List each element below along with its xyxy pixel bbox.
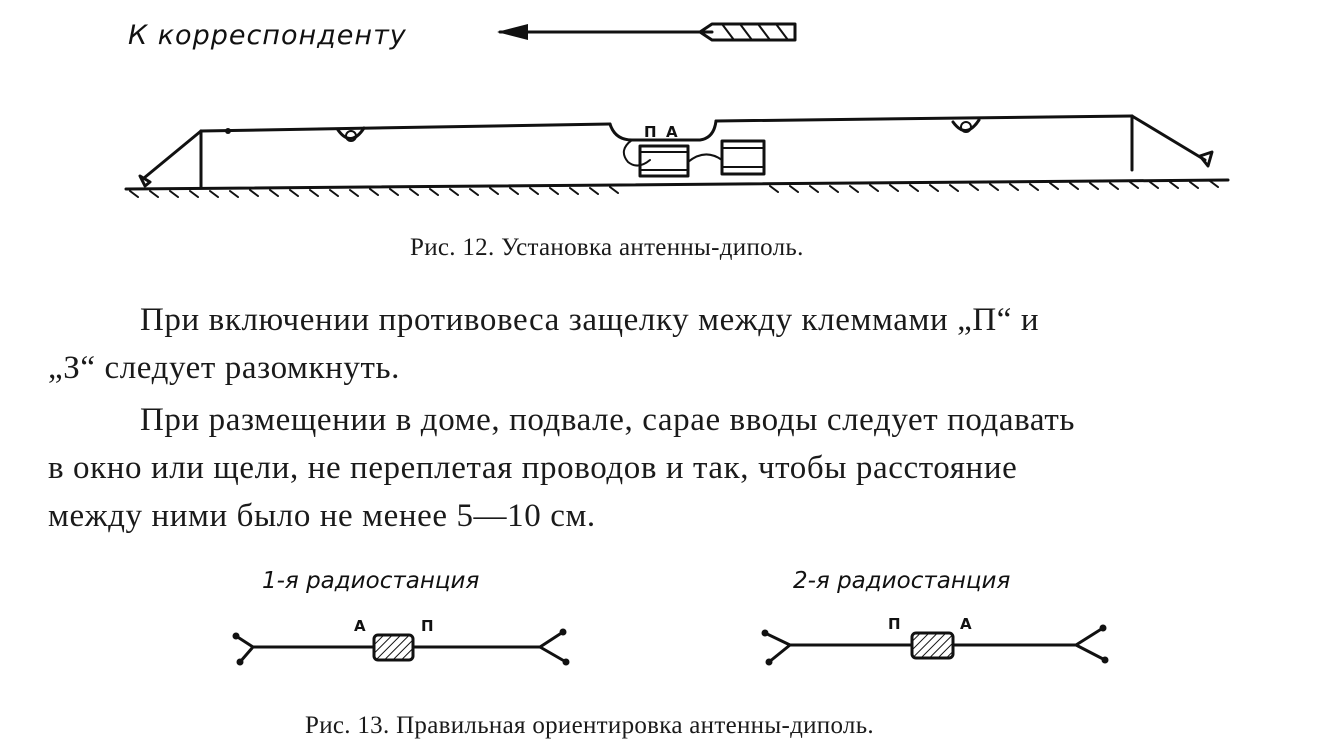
terminal-p-label: П xyxy=(644,123,657,141)
terminal-a-label: А xyxy=(666,123,678,141)
station-2-right-terminal: А xyxy=(960,615,972,633)
direction-label: К корреспонденту xyxy=(128,20,407,51)
paragraph-1-line-2: „З“ следует разомкнуть. xyxy=(48,350,401,386)
station-1-box-icon xyxy=(374,635,413,660)
figure-12-caption: Рис. 12. Установка антенны-диполь. xyxy=(410,234,804,261)
station-1-left-terminal: А xyxy=(354,617,366,635)
paragraph-2-line-2: в окно или щели, не переплетая проводов и так, чтобы расстояние xyxy=(48,450,1018,486)
paragraph-2-line-1: При размещении в доме, подвале, сарае вводы следует подавать xyxy=(140,402,1075,438)
station-1-right-terminal: П xyxy=(421,617,434,635)
paragraph-1-line-1: При включении противовеса защелку между клеммами „П“ и xyxy=(140,302,1040,338)
station-2-box-icon xyxy=(912,633,953,658)
figure-13-caption: Рис. 13. Правильная ориентировка антенны-диполь. xyxy=(305,712,874,739)
paragraph-2-line-3: между ними было не менее 5—10 см. xyxy=(48,498,596,534)
station-2-left-terminal: П xyxy=(888,615,901,633)
station-2-dipole xyxy=(762,625,1109,666)
station-1-label: 1-я радиостанция xyxy=(262,568,480,594)
station-1-dipole xyxy=(233,629,570,666)
station-2-label: 2-я радиостанция xyxy=(793,568,1011,594)
